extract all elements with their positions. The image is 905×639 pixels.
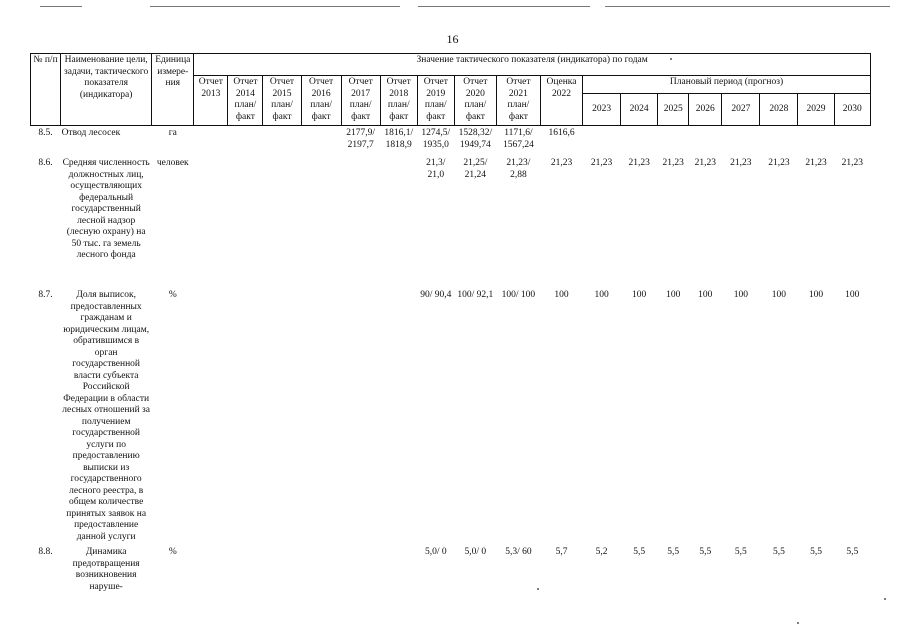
value-cell: 21,23 — [730, 158, 752, 168]
value-cell: 5,5 — [633, 547, 646, 557]
value-cell: 21,23 — [662, 158, 684, 168]
value-cell: 5,5 — [667, 547, 680, 557]
value-cell: 100 — [666, 290, 681, 300]
value-cell — [798, 126, 834, 157]
value-cell — [341, 288, 380, 545]
header-plan-2029: 2029 — [798, 94, 834, 126]
header-report-2021: Отчет 2021 план/ факт — [496, 76, 540, 126]
row-unit: человек — [156, 158, 189, 168]
table-row — [31, 288, 871, 545]
value-cell: 100 — [554, 290, 569, 300]
value-cell: 5,5 — [699, 547, 712, 557]
scan-edge-line — [418, 6, 590, 7]
header-plan-2024: 2024 — [621, 94, 658, 126]
row-indicator-name: Отвод лесосек — [61, 126, 152, 157]
page-number: 16 — [446, 32, 459, 46]
header-report-2016: Отчет 2016 план/ факт — [301, 76, 341, 126]
value-cell: 5,3/ 60 — [505, 547, 532, 557]
value-cell: 21,23 — [841, 158, 863, 168]
value-cell: 21,25/ 21,24 — [463, 158, 488, 180]
header-report-2015: Отчет 2015 план/ факт — [263, 76, 301, 126]
scan-speck — [670, 58, 672, 60]
value-cell — [263, 545, 301, 595]
value-cell: 100 — [808, 290, 824, 300]
value-cell — [380, 545, 417, 595]
value-cell: 100/ 100 — [501, 290, 536, 300]
header-col-unit: Единица измере-ния — [152, 54, 194, 126]
header-report-2013: Отчет 2013 — [194, 76, 228, 126]
value-cell — [380, 288, 417, 545]
value-cell — [194, 156, 228, 288]
value-cell: 100/ 92,1 — [457, 290, 494, 300]
value-cell — [194, 288, 228, 545]
row-indicator-name: Средняя численность должностных лиц, осуществляющих федеральный государственный лесной надзор (лесную охрану) на 50 тыс. га земель лесного фонда — [62, 158, 150, 260]
value-cell — [228, 288, 263, 545]
value-cell — [301, 126, 341, 157]
value-cell — [834, 126, 870, 157]
value-cell — [263, 156, 301, 288]
value-cell: 21,23 — [628, 158, 650, 168]
header-plan-2028: 2028 — [760, 94, 798, 126]
value-cell — [760, 126, 798, 157]
value-cell: 21,23 — [590, 158, 613, 168]
value-cell: 1616,6 — [540, 126, 582, 157]
scan-speck — [797, 622, 799, 624]
value-cell: 100 — [845, 290, 860, 300]
scan-edge-line — [150, 6, 400, 7]
row-unit: % — [168, 547, 177, 557]
header-report-2014: Отчет 2014 план/ факт — [228, 76, 263, 126]
value-cell: 5,5 — [810, 547, 822, 557]
value-cell: 5,0/ 0 — [464, 547, 487, 557]
scan-speck — [537, 588, 539, 590]
value-cell: 5,5 — [846, 547, 859, 557]
value-cell: 100 — [771, 290, 787, 300]
value-cell: 21,23 — [768, 158, 790, 168]
header-plan-2030: 2030 — [834, 94, 870, 126]
row-unit: га — [152, 126, 194, 157]
value-cell: 21,23/ 2,88 — [506, 158, 531, 180]
header-report-2018: Отчет 2018 план/ факт — [380, 76, 417, 126]
header-estimate-2022: Оценка 2022 — [540, 76, 582, 126]
value-cell: 21,23 — [805, 158, 827, 168]
value-cell: 5,5 — [734, 547, 747, 557]
value-cell — [301, 545, 341, 595]
table-row — [31, 126, 871, 157]
row-indicator-name: Динамика предотвращения возникновения наруше- — [72, 547, 140, 592]
header-plan-title: Плановый период (прогноз) — [583, 76, 871, 94]
value-cell: 21,3/ 21,0 — [426, 158, 446, 180]
value-cell: 1528,32/ 1949,74 — [454, 126, 496, 157]
value-cell — [228, 156, 263, 288]
value-cell — [301, 156, 341, 288]
value-cell: 90/ 90,4 — [420, 290, 452, 300]
value-cell: 21,23 — [694, 158, 716, 168]
table-row — [31, 156, 871, 288]
row-number: 8.6. — [38, 158, 53, 168]
value-cell: 1274,5/ 1935,0 — [417, 126, 454, 157]
scan-edge-line — [40, 6, 82, 7]
value-cell: 2177,9/ 2197,7 — [341, 126, 380, 157]
value-cell: 100 — [594, 290, 609, 300]
value-cell — [301, 288, 341, 545]
table-header — [31, 54, 871, 126]
value-cell — [689, 126, 722, 157]
value-cell — [341, 156, 380, 288]
value-cell — [194, 545, 228, 595]
value-cell — [621, 126, 658, 157]
table-body — [31, 126, 871, 596]
scan-edge-line — [605, 6, 890, 7]
row-number: 8.5. — [31, 126, 61, 157]
header-col-name: Наименование цели, задачи, тактического показателя (индикатора) — [61, 54, 152, 126]
value-cell — [263, 288, 301, 545]
value-cell: 100 — [733, 290, 748, 300]
value-cell — [263, 126, 301, 157]
header-col-num: № п/п — [31, 54, 61, 126]
header-group-title: Значение тактического показателя (индикатора) по годам — [194, 54, 871, 76]
row-unit: % — [168, 290, 177, 300]
header-plan-2026: 2026 — [689, 94, 722, 126]
value-cell: 5,2 — [595, 547, 608, 557]
value-cell: 100 — [632, 290, 647, 300]
value-cell: 21,23 — [550, 158, 573, 168]
header-plan-2023: 2023 — [583, 94, 621, 126]
value-cell — [380, 156, 417, 288]
value-cell — [658, 126, 689, 157]
value-cell — [341, 545, 380, 595]
value-cell — [194, 126, 228, 157]
value-cell: 1171,6/ 1567,24 — [496, 126, 540, 157]
row-number: 8.7. — [38, 290, 53, 300]
value-cell: 100 — [698, 290, 713, 300]
value-cell: 5,7 — [555, 547, 568, 557]
row-number: 8.8. — [38, 547, 53, 557]
scan-speck — [884, 598, 886, 600]
header-report-2017: Отчет 2017 план/ факт — [341, 76, 380, 126]
value-cell: 5,5 — [772, 547, 785, 557]
row-indicator-name: Доля выписок, предоставленных гражданам и юридическим лицам, обратившимся в орган государственной власти субъекта Российской Федерации в области лесных отношений за получением государственной услуги по предоставлению выписки из государственного лесного реестра, в общем количестве принятых заявок на предоставление данной услуги — [62, 290, 151, 542]
value-cell — [228, 126, 263, 157]
value-cell — [228, 545, 263, 595]
indicator-table — [30, 53, 871, 595]
header-report-2019: Отчет 2019 план/ факт — [417, 76, 454, 126]
value-cell — [722, 126, 760, 157]
value-cell: 1816,1/ 1818,9 — [380, 126, 417, 157]
table-row — [31, 545, 871, 595]
header-report-2020: Отчет 2020 план/ факт — [454, 76, 496, 126]
header-plan-2027: 2027 — [722, 94, 760, 126]
header-plan-2025: 2025 — [658, 94, 689, 126]
value-cell — [583, 126, 621, 157]
value-cell: 5,0/ 0 — [424, 547, 447, 557]
